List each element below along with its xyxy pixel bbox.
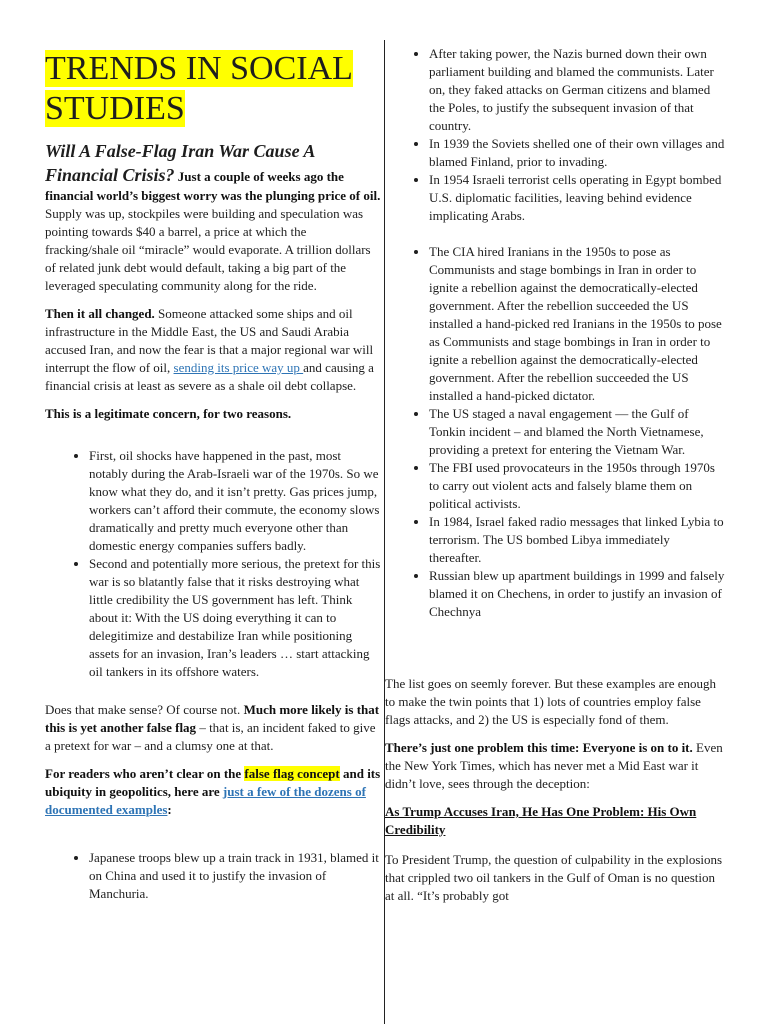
left-column [45, 45, 383, 903]
changed-bold: Then it all changed. [45, 306, 155, 321]
readers-text-c: : [167, 802, 172, 817]
examples-list-right-2 [385, 243, 725, 621]
list-item: • First, oil shocks have happened in the past, most notably during the Arab-Israeli war of the 1970s. So we know what they do, and it isn’t pretty. Gas prices jump, workers can’t afford their commute, the economy slows dramatically and pretty much everyone other than domestic energy companies suffers badly. [89, 447, 383, 555]
sense-bold: Much more likely is that this is yet another false flag [45, 702, 380, 735]
closing-section [385, 675, 725, 905]
concern-bold: This is a legitimate concern, for two reasons. [45, 406, 292, 421]
price-link[interactable]: sending its price way up [173, 360, 304, 375]
readers-text-b: and its ubiquity in geopolitics, here are [45, 766, 381, 799]
examples-link[interactable]: just a few of the dozens of documented examples [45, 784, 366, 817]
intro-lead-text: Supply was up, stockpiles were building and speculation was pointing towards $40 a barrel, a price at which the fracking/shale oil “miracle” would evaporate. A trillion dollars of related junk debt would default, taking a big part of the leveraged speculating community along for the ride. [45, 206, 371, 293]
problem-text: Even the New York Times, which has never met a Mid East war it didn’t love, sees through the deception: [385, 740, 723, 791]
list-item: • Russian blew up apartment buildings in 1999 and falsely blamed it on Chechens, in order to justify an invasion of Chechnya [429, 567, 725, 621]
list-item: • In 1954 Israeli terrorist cells operating in Egypt bombed U.S. diplomatic facilities, leaving behind evidence implicating Arabs. [429, 171, 725, 225]
problem-bold: There’s just one problem this time: Everyone is on to it. [385, 740, 693, 755]
right-column [385, 45, 725, 915]
sense-text-c: – that is, an incident faked to give a pretext for war – and a clumsy one at that. [45, 720, 376, 753]
list-item: • Japanese troops blew up a train track in 1931, blamed it on China and used it to justify the invasion of Manchuria. [89, 849, 383, 903]
changed-text-b: and causing a financial crisis at least as severe as a shale oil debt collapse. [45, 360, 374, 393]
reasons-list [45, 447, 383, 681]
closing-paragraph-1: The list goes on seemly forever. But these examples are enough to make the twin points that 1) lots of countries employ false flags attacks, and 2) the US is especially fond of them. [385, 676, 717, 727]
readers-paragraph [45, 765, 383, 819]
closing-paragraph-3: To President Trump, the question of culpability in the explosions that crippled two oil tankers in the Gulf of Oman is no question at all. “It’s probably got [385, 852, 723, 903]
sense-text-a: Does that make sense? Of course not. [45, 702, 244, 717]
list-item: • The US staged a naval engagement — the Gulf of Tonkin incident – and blamed the North Vietnamese, providing a pretext for entering the Vietnam War. [429, 405, 725, 459]
closing-paragraph-2 [385, 739, 725, 793]
intro-lead-bold: Just a couple of weeks ago the financial world’s biggest worry was the plunging price of oil. [45, 169, 381, 203]
article-subtitle: Will A False-Flag Iran War Cause A Financial Crisis? [45, 141, 315, 185]
intro-paragraph-3 [45, 405, 383, 423]
changed-text-a: Someone attacked some ships and oil infrastructure in the Middle East, the US and Saudi Arabia accused Iran, and now the fear is that a major regional war will interrupt the flow of oil, [45, 306, 374, 375]
list-item: • After taking power, the Nazis burned down their own parliament building and blamed the communists. Later on, they faked attacks on German citizens and blamed the Poles, to justify the subsequent invasion of that country. [429, 45, 725, 135]
intro-paragraph-1 [45, 139, 383, 295]
intro-paragraph-2 [45, 305, 383, 395]
list-item: • The FBI used provocateurs in the 1950s through 1970s to carry out violent acts and falsely blame them on political activists. [429, 459, 725, 513]
false-flag-highlight: false flag concept [244, 766, 340, 781]
nyt-article-link[interactable]: As Trump Accuses Iran, He Has One Problem: His Own Credibility [385, 804, 697, 837]
page-title: TRENDS IN SOCIAL STUDIES [45, 50, 353, 127]
list-item: • Second and potentially more serious, the pretext for this war is so blatantly false that it risks destroying what little credibility the US government has left. Think about it: With the US doing everything it can to delegitimize and destabilize Iran while positioning assets for an invasion, Iran’s leaders … start attacking oil tankers in its offshore waters. [89, 555, 383, 681]
examples-list-left [45, 849, 383, 903]
list-item: • In 1939 the Soviets shelled one of their own villages and blamed Finland, prior to invading. [429, 135, 725, 171]
examples-list-right-1 [385, 45, 725, 225]
list-item: • In 1984, Israel faked radio messages that linked Lybia to terrorism. The US bombed Libya immediately thereafter. [429, 513, 725, 567]
sense-paragraph [45, 701, 383, 755]
readers-text-a: For readers who aren’t clear on the [45, 766, 245, 781]
list-item: • The CIA hired Iranians in the 1950s to pose as Communists and stage bombings in Iran in order to ignite a rebellion against the democratically-elected government. After the rebellion succeeded the US installed a hand-picked red Iranians in the 1950s to pose as Communists and stage bombings in Iran in order to ignite a rebellion against the democratically-elected government. After the rebellion succeeded the US installed a hand-picked dictator. [429, 243, 725, 405]
title-block [45, 45, 370, 129]
